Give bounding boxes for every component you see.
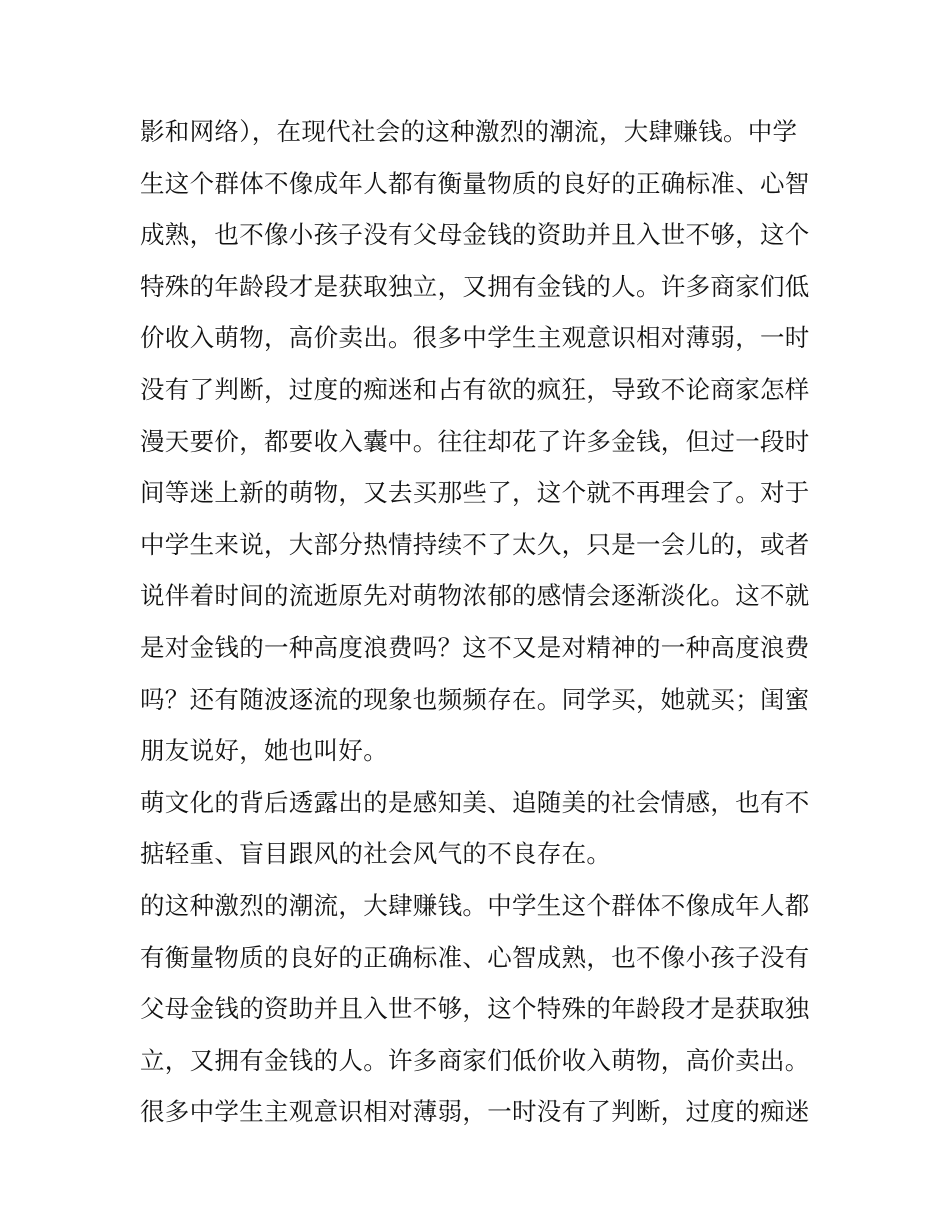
text-line: 吗？还有随波逐流的现象也频频存在。同学买，她就买；闺蜜	[140, 684, 810, 714]
text-line: 价收入萌物，高价卖出。很多中学生主观意识相对薄弱，一时	[140, 323, 810, 353]
text-line: 影和网络），在现代社会的这种激烈的潮流，大肆赚钱。中学	[140, 117, 798, 146]
text-line: 萌文化的背后透露出的是感知美、追随美的社会情感，也有不	[140, 787, 810, 817]
text-line: 父母金钱的资助并且入世不够，这个特殊的年龄段才是获取独	[140, 994, 810, 1024]
text-line: 漫天要价，都要收入囊中。往往却花了许多金钱，但过一段时	[140, 426, 810, 456]
text-line: 有衡量物质的良好的正确标准、心智成熟，也不像小孩子没有	[140, 942, 810, 972]
text-line: 特殊的年龄段才是获取独立，又拥有金钱的人。许多商家们低	[140, 271, 810, 301]
text-line: 说伴着时间的流逝原先对萌物浓郁的感情会逐渐淡化。这不就	[140, 581, 810, 611]
text-line: 成熟，也不像小孩子没有父母金钱的资助并且入世不够，这个	[140, 220, 810, 250]
text-line: 立，又拥有金钱的人。许多商家们低价收入萌物，高价卖出。	[140, 1045, 810, 1075]
body-text	[140, 106, 820, 1138]
text-line: 生这个群体不像成年人都有衡量物质的良好的正确标准、心智	[140, 168, 810, 198]
text-line: 朋友说好，她也叫好。	[140, 736, 388, 766]
text-line: 掂轻重、盲目跟风的社会风气的不良存在。	[140, 839, 612, 869]
text-line: 间等迷上新的萌物，又去买那些了，这个就不再理会了。对于	[140, 478, 810, 508]
text-line: 的这种激烈的潮流，大肆赚钱。中学生这个群体不像成年人都	[140, 890, 810, 920]
text-line: 没有了判断，过度的痴迷和占有欲的疯狂，导致不论商家怎样	[140, 374, 810, 404]
text-line: 是对金钱的一种高度浪费吗？这不又是对精神的一种高度浪费	[140, 632, 810, 662]
text-line: 很多中学生主观意识相对薄弱，一时没有了判断，过度的痴迷	[140, 1097, 810, 1127]
text-line: 中学生来说，大部分热情持续不了太久，只是一会儿的，或者	[140, 529, 810, 559]
